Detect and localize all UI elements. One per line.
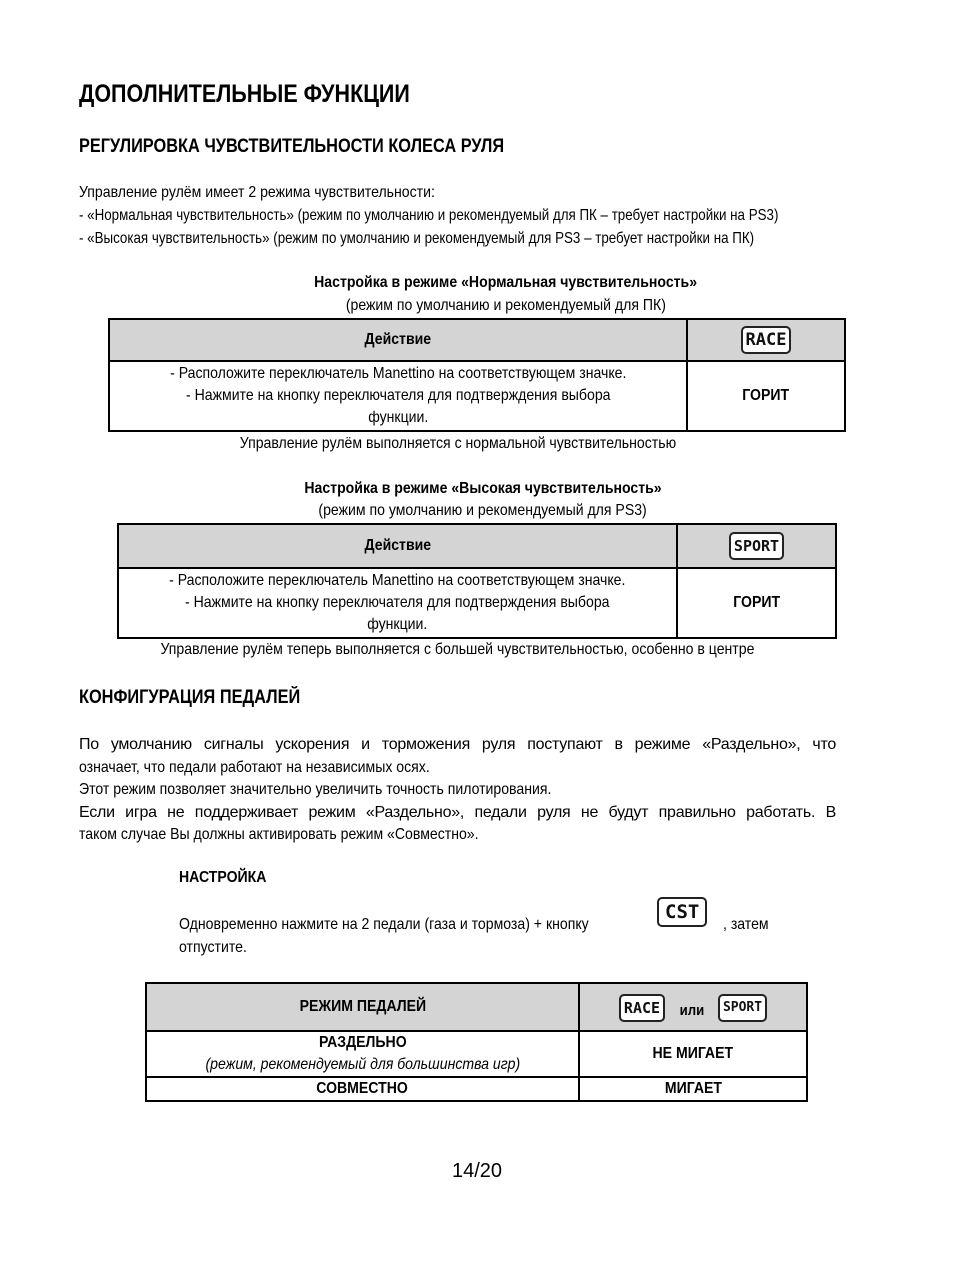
table1-header-action: Действие — [109, 319, 687, 361]
table1-row-status: ГОРИТ — [687, 361, 845, 431]
table2-header-action: Действие — [118, 524, 677, 568]
setup-heading: НАСТРОЙКА — [179, 869, 267, 886]
setup-text-2: , затем — [723, 916, 769, 933]
table2-header-icon — [677, 524, 836, 568]
cst-button-icon: CST — [657, 897, 707, 927]
table3-row2-status: МИГАЕТ — [579, 1077, 807, 1101]
table2-caption: Настройка в режиме «Высокая чувствительность» — [304, 480, 662, 497]
sport-icon: SPORT — [718, 994, 767, 1022]
page-title: ДОПОЛНИТЕЛЬНЫЕ ФУНКЦИИ — [79, 80, 410, 108]
race-icon: RACE — [619, 994, 665, 1022]
sensitivity-intro: Управление рулём имеет 2 режима чувствительности: — [79, 184, 435, 201]
table1-caption: Настройка в режиме «Нормальная чувствительность» — [314, 274, 698, 291]
table1-subcaption: (режим по умолчанию и рекомендуемый для ПК) — [345, 297, 667, 314]
setup-text-1: Одновременно нажмите на 2 педали (газа и тормоза) + кнопку — [179, 916, 589, 933]
table3-header-mode: РЕЖИМ ПЕДАЛЕЙ — [146, 983, 579, 1031]
sensitivity-bullet-normal: - «Нормальная чувствительность» (режим по умолчанию и рекомендуемый для ПК – требует настройки на PS3) — [79, 207, 779, 224]
table3-pedal-mode — [145, 982, 808, 1102]
table2-footer: Управление рулём теперь выполняется с большей чувствительностью, особенно в центре — [160, 641, 754, 658]
or-label: или — [679, 1002, 704, 1019]
table1-header-icon — [687, 319, 845, 361]
table2-row-status: ГОРИТ — [677, 568, 836, 638]
section-heading-sensitivity: РЕГУЛИРОВКА ЧУВСТВИТЕЛЬНОСТИ КОЛЕСА РУЛЯ — [79, 136, 505, 157]
table2-subcaption: (режим по умолчанию и рекомендуемый для PS3) — [318, 502, 648, 519]
table3-header-icons — [579, 983, 807, 1031]
pedals-paragraph: По умолчанию сигналы ускорения и торможения руля поступают в режиме «Раздельно», что означает, что педали работают на независимых осях. Этот режим позволяет значительно увеличить точность пилотирования. Если игра не поддерживает режим «Раздельно», педали руля не будут правильно работать. В таком случае Вы должны активировать режим «Совместно». — [79, 736, 836, 843]
section-heading-pedals: КОНФИГУРАЦИЯ ПЕДАЛЕЙ — [79, 687, 301, 708]
table2-row-action: - Расположите переключатель Manettino на соответствующем значке. - Нажмите на кнопку переключателя для подтверждения выбора функции. — [118, 568, 677, 638]
table2-high-sensitivity — [117, 523, 837, 639]
setup-text-3: отпустите. — [179, 939, 247, 956]
sensitivity-bullet-high: - «Высокая чувствительность» (режим по умолчанию и рекомендуемый для PS3 – требует настройки на ПК) — [79, 230, 755, 247]
race-icon: RACE — [741, 326, 792, 354]
table1-footer: Управление рулём выполняется с нормальной чувствительностью — [239, 435, 677, 452]
table1-normal-sensitivity — [108, 318, 846, 432]
table3-row1-mode: РАЗДЕЛЬНО (режим, рекомендуемый для большинства игр) — [146, 1031, 579, 1077]
table3-row1-status: НЕ МИГАЕТ — [579, 1031, 807, 1077]
page-number: 14/20 — [451, 1160, 503, 1182]
table3-row2-mode: СОВМЕСТНО — [146, 1077, 579, 1101]
table1-row-action: - Расположите переключатель Manettino на соответствующем значке. - Нажмите на кнопку переключателя для подтверждения выбора функции. — [109, 361, 687, 431]
sport-icon: SPORT — [729, 532, 784, 560]
